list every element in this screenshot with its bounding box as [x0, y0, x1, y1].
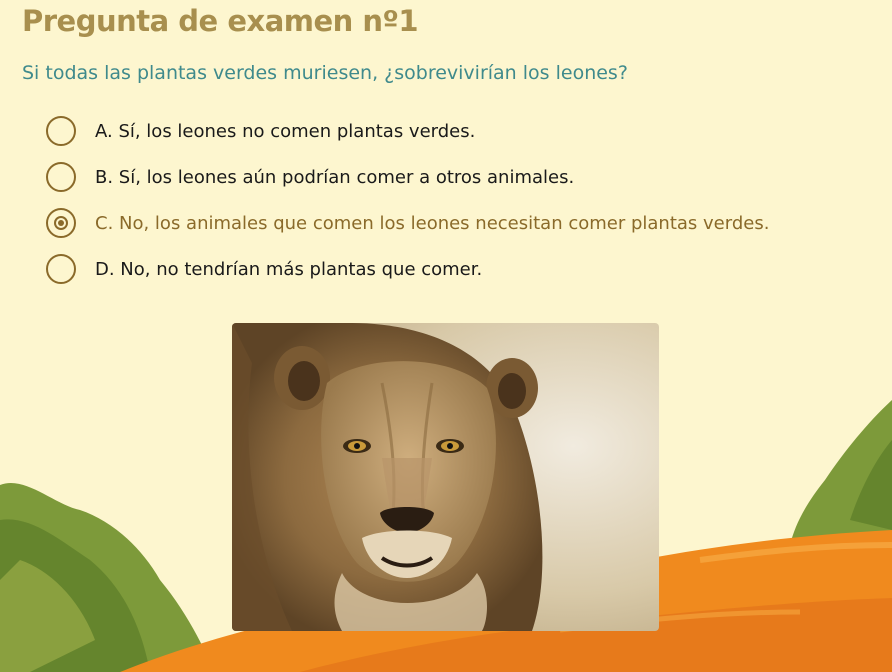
option-d[interactable]	[46, 250, 846, 288]
page-title: Pregunta de examen nº1	[22, 4, 419, 38]
lion-photo	[232, 323, 659, 631]
option-label-a: A. Sí, los leones no comen plantas verdes.	[95, 120, 476, 142]
radio-button-b[interactable]	[46, 162, 76, 192]
radio-button-d[interactable]	[46, 254, 76, 284]
option-c[interactable]	[46, 204, 846, 242]
radio-button-a[interactable]	[46, 116, 76, 146]
option-a[interactable]	[46, 112, 846, 150]
option-label-d: D. No, no tendrían más plantas que comer.	[95, 258, 483, 280]
option-label-c: C. No, los animales que comen los leones necesitan comer plantas verdes.	[95, 212, 770, 234]
option-b[interactable]	[46, 158, 846, 196]
radio-button-c-selected[interactable]	[46, 208, 76, 238]
question-text: Si todas las plantas verdes muriesen, ¿sobrevivirían los leones?	[22, 62, 628, 84]
option-label-b: B. Sí, los leones aún podrían comer a otros animales.	[95, 166, 575, 188]
